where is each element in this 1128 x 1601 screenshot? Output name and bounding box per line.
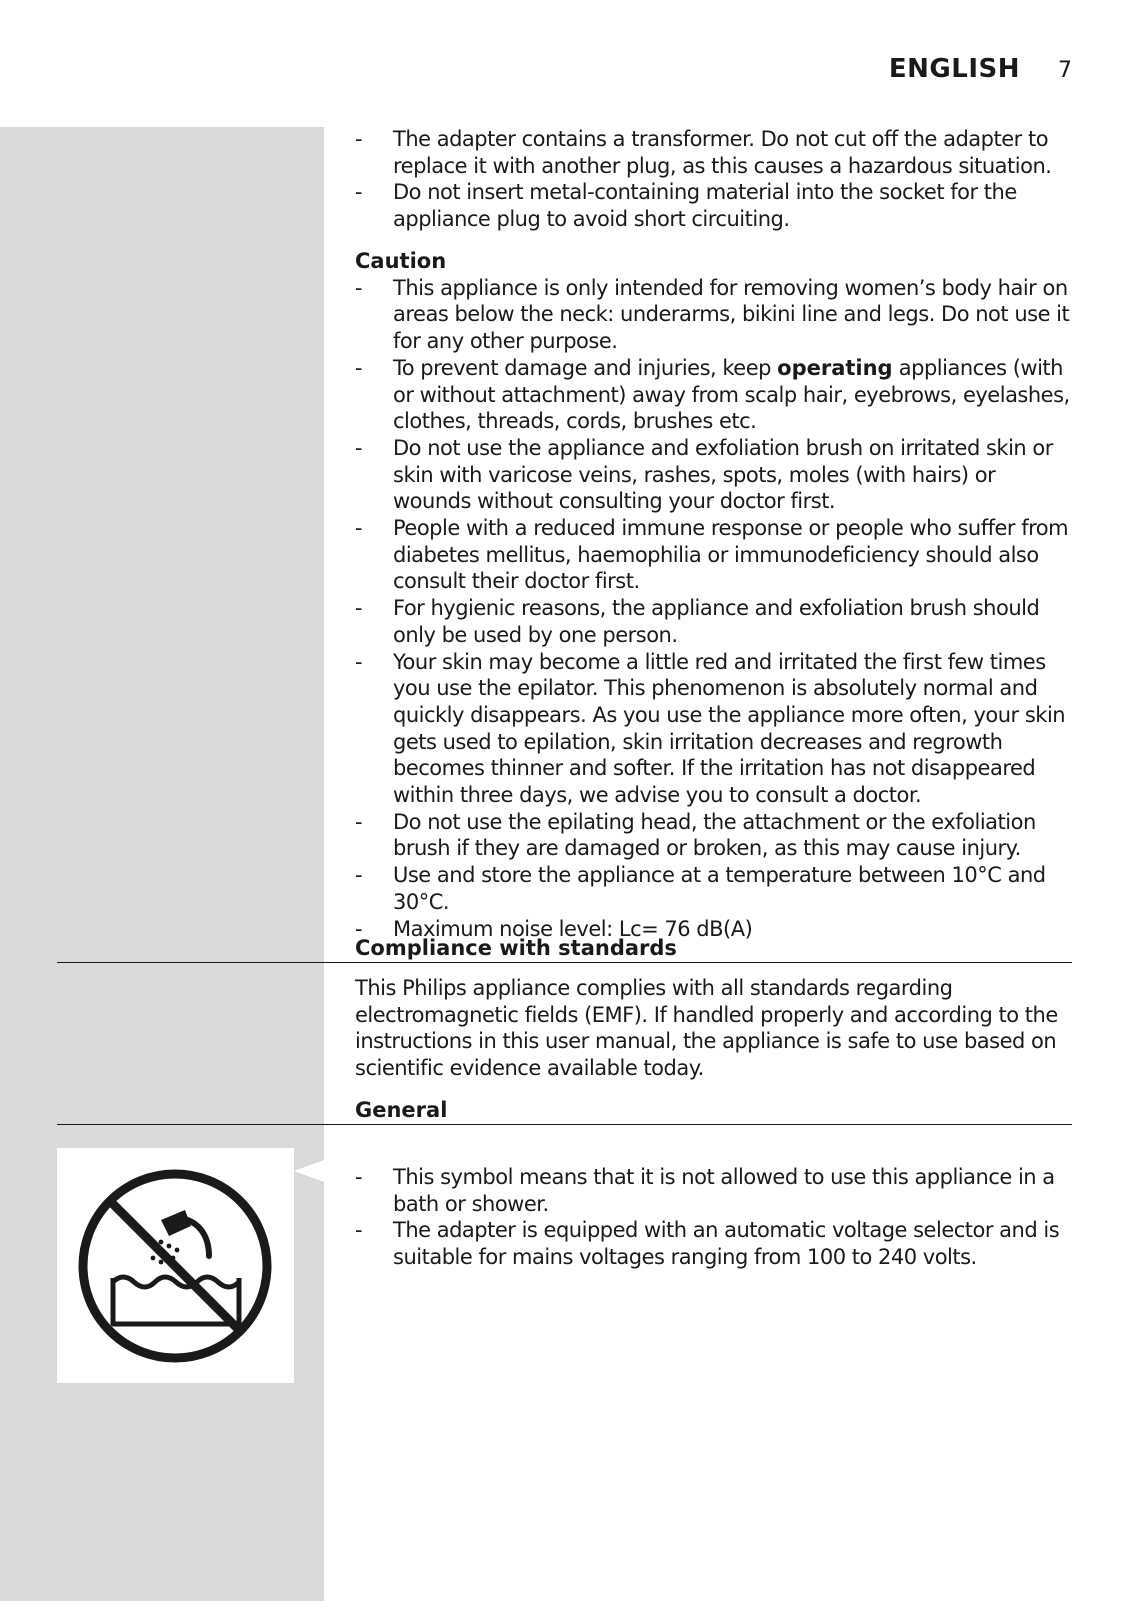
general-heading-block	[355, 1097, 1075, 1124]
language-label: ENGLISH	[888, 54, 1020, 84]
section-divider	[57, 962, 1072, 963]
compliance-section	[355, 975, 1075, 1082]
list-item: - Use and store the appliance at a temperature between 10°C and 30°C.	[355, 863, 1046, 914]
compliance-text: This Philips appliance complies with all standards regarding electromagnetic fields (EMF). If handled properly and according to the instructions in this user manual, the appliance is safe to use based on scientific evidence available today.	[355, 976, 1058, 1081]
list-item: - Do not insert metal-containing material into the socket for the appliance plug to avoid short circuiting.	[355, 180, 1017, 232]
list-item: - The adapter is equipped with an automatic voltage selector and is suitable for mains voltages ranging from 100 to 240 volts.	[355, 1218, 1060, 1270]
section-divider	[57, 1124, 1072, 1125]
page-header	[889, 54, 1072, 94]
list-item: - Do not use the epilating head, the attachment or the exfoliation brush if they are damaged or broken, as this may cause injury.	[355, 809, 1036, 861]
list-item: - People with a reduced immune response or people who suffer from diabetes mellitus, haemophilia or immunodeficiency should also consult their doctor first.	[355, 516, 1069, 594]
list-item: - This appliance is only intended for removing women’s body hair on areas below the neck: underarms, bikini line and legs. Do not use it for any other purpose.	[355, 275, 1070, 354]
intro-list	[355, 126, 1075, 233]
intro-section	[355, 126, 1075, 233]
compliance-heading-block	[355, 935, 1075, 962]
general-section	[355, 1164, 1075, 1271]
general-heading: General	[355, 1098, 448, 1122]
list-item: - Your skin may become a little red and irritated the first few times you use the epilator. This phenomenon is absolutely normal and quickly disappears. As you use the appliance more often, your skin gets used to epilation, skin irritation decreases and regrowth becomes thinner and softer. If the irritation has not disappeared within three days, we advise you to consult a doctor.	[355, 649, 1066, 808]
caution-heading: Caution	[355, 249, 447, 273]
general-list	[355, 1164, 1075, 1271]
caution-section	[355, 248, 1075, 942]
list-item: - For hygienic reasons, the appliance and exfoliation brush should only be used by one person.	[355, 596, 1040, 647]
list-item: - Do not use the appliance and exfoliation brush on irritated skin or skin with varicose veins, rashes, spots, moles (with hairs) or wounds without consulting your doctor first.	[355, 435, 1053, 514]
caution-list	[355, 275, 1075, 943]
emphasis-operating: operating	[777, 355, 893, 380]
page-number: 7	[1058, 58, 1072, 83]
list-item: - Maximum noise level: Lc= 76 dB(A)	[355, 916, 753, 941]
symbol-panel	[57, 1148, 294, 1383]
list-item: - This symbol means that it is not allowed to use this appliance in a bath or shower.	[355, 1165, 1055, 1216]
list-item: - The adapter contains a transformer. Do not cut off the adapter to replace it with another plug, as this causes a hazardous situation.	[355, 127, 1052, 178]
no-bath-or-shower-icon	[57, 1148, 294, 1383]
compliance-heading: Compliance with standards	[355, 936, 677, 960]
list-item: - To prevent damage and injuries, keep operating appliances (with or without attachment) away from scalp hair, eyebrows, eyelashes, clothes, threads, cords, brushes etc.	[355, 355, 1070, 434]
